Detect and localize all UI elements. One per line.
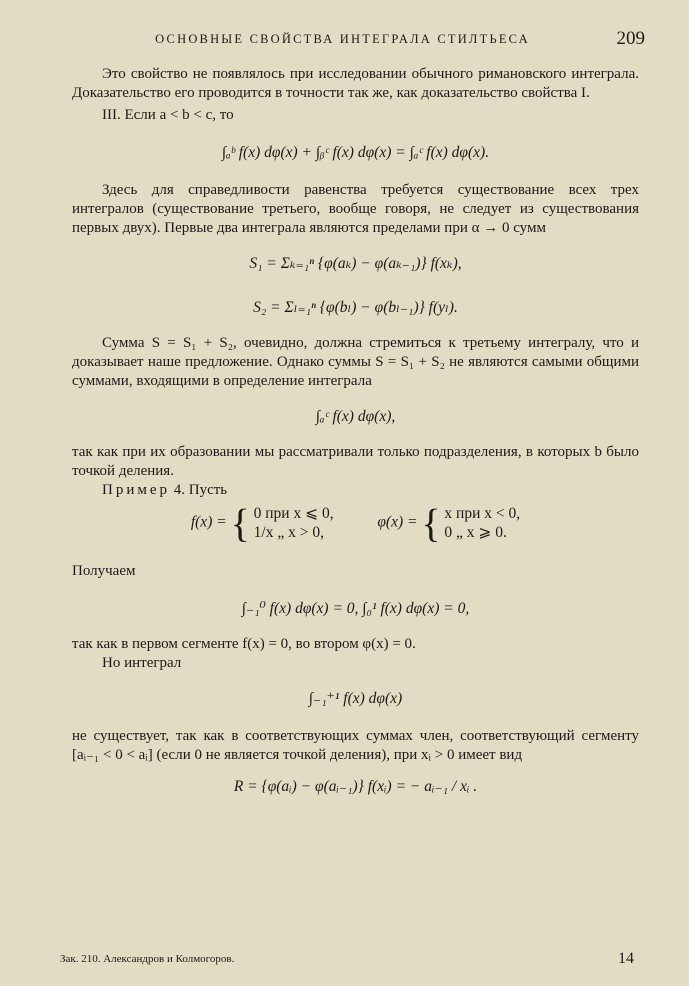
formula-1: ∫ₐᵇ f(x) dφ(x) + ∫ᵦᶜ f(x) dφ(x) = ∫ₐᶜ f(x) dφ(x). [221, 144, 490, 161]
page-header [40, 28, 645, 52]
formula-sum-s1: S₁ = Σₖ₌₁ⁿ {φ(aₖ) − φ(aₖ₋₁)} f(xₖ), [249, 255, 462, 272]
case-phi-1: x при x < 0, [444, 505, 521, 522]
paragraph-5: так как в первом сегменте f(x) = 0, во втором φ(x) = 0. [72, 636, 416, 652]
formula-piecewise [72, 500, 639, 558]
printer-note: Зак. 210. Александров и Колмогоров. [60, 953, 235, 965]
case-phi-2: 0 „ x ⩾ 0. [444, 524, 507, 541]
example-text: 4. Пусть [170, 482, 228, 498]
page-footer [60, 950, 634, 967]
paragraph-we-get: Получаем [72, 563, 136, 579]
paragraph-4: так как при их образовании мы рассматривали только подразделения, в которых b было точкой деления. [72, 444, 639, 479]
paragraph-property-3: III. Если a < b < c, то [102, 107, 234, 123]
formula-zero-integrals: ∫₋₁⁰ f(x) dφ(x) = 0, ∫₀¹ f(x) dφ(x) = 0, [241, 600, 470, 617]
case-f-1: 0 при x ⩽ 0, [253, 505, 334, 522]
formula-R: R = {φ(aᵢ) − φ(aᵢ₋₁)} f(xᵢ) = − aᵢ₋₁ / xᵢ . [233, 778, 478, 795]
example-line [72, 481, 639, 500]
left-brace-icon: { [421, 500, 441, 546]
formula-integral-ac: ∫ₐᶜ f(x) dφ(x), [315, 408, 396, 425]
example-label: Пример [102, 482, 171, 498]
page-number: 209 [616, 28, 645, 49]
paragraph-but: Но интеграл [102, 655, 182, 671]
piecewise-phi-label: φ(x) = [377, 513, 418, 531]
paragraph-3: Сумма S = S₁ + S₂, очевидно, должна стремиться к третьему интегралу, что и доказывает наше предложение. Однако суммы S = S₁ + S₂ не являются самыми общими суммами, входящими в определение интеграла [72, 335, 639, 389]
paragraph-2: Здесь для справедливости равенства требуется существование всех трех интегралов (существование третьего, вообще говоря, не следует из существования первых двух). Первые два интеграла являются пределами при α → 0 сумм [72, 182, 639, 236]
paragraph-6: не существует, так как в соответствующих суммах член, соответствующий сегменту [aᵢ₋₁ < 0 < aᵢ] (если 0 не является точкой деления), при xᵢ > 0 имеет вид [72, 728, 639, 763]
running-title: ОСНОВНЫЕ СВОЙСТВА ИНТЕГРАЛА СТИЛТЬЕСА [155, 32, 530, 46]
left-brace-icon: { [230, 500, 250, 546]
piecewise-f-label: f(x) = [190, 513, 227, 531]
piecewise-f-cases [254, 504, 334, 542]
formula-integral-m1-p1: ∫₋₁⁺¹ f(x) dφ(x) [308, 690, 403, 707]
signature-number: 14 [618, 950, 634, 967]
formula-sum-s2: S₂ = Σₗ₌₁ⁿ {φ(bₗ) − φ(bₗ₋₁)} f(yₗ). [253, 299, 458, 316]
case-f-2: 1/x „ x > 0, [253, 524, 324, 541]
piecewise-phi-cases [444, 504, 520, 542]
paragraph-1: Это свойство не появлялось при исследовании обычного римановского интеграла. Доказательство его проводится в точности так же, как доказательство свойства I. [72, 66, 639, 101]
page-body [72, 65, 639, 797]
